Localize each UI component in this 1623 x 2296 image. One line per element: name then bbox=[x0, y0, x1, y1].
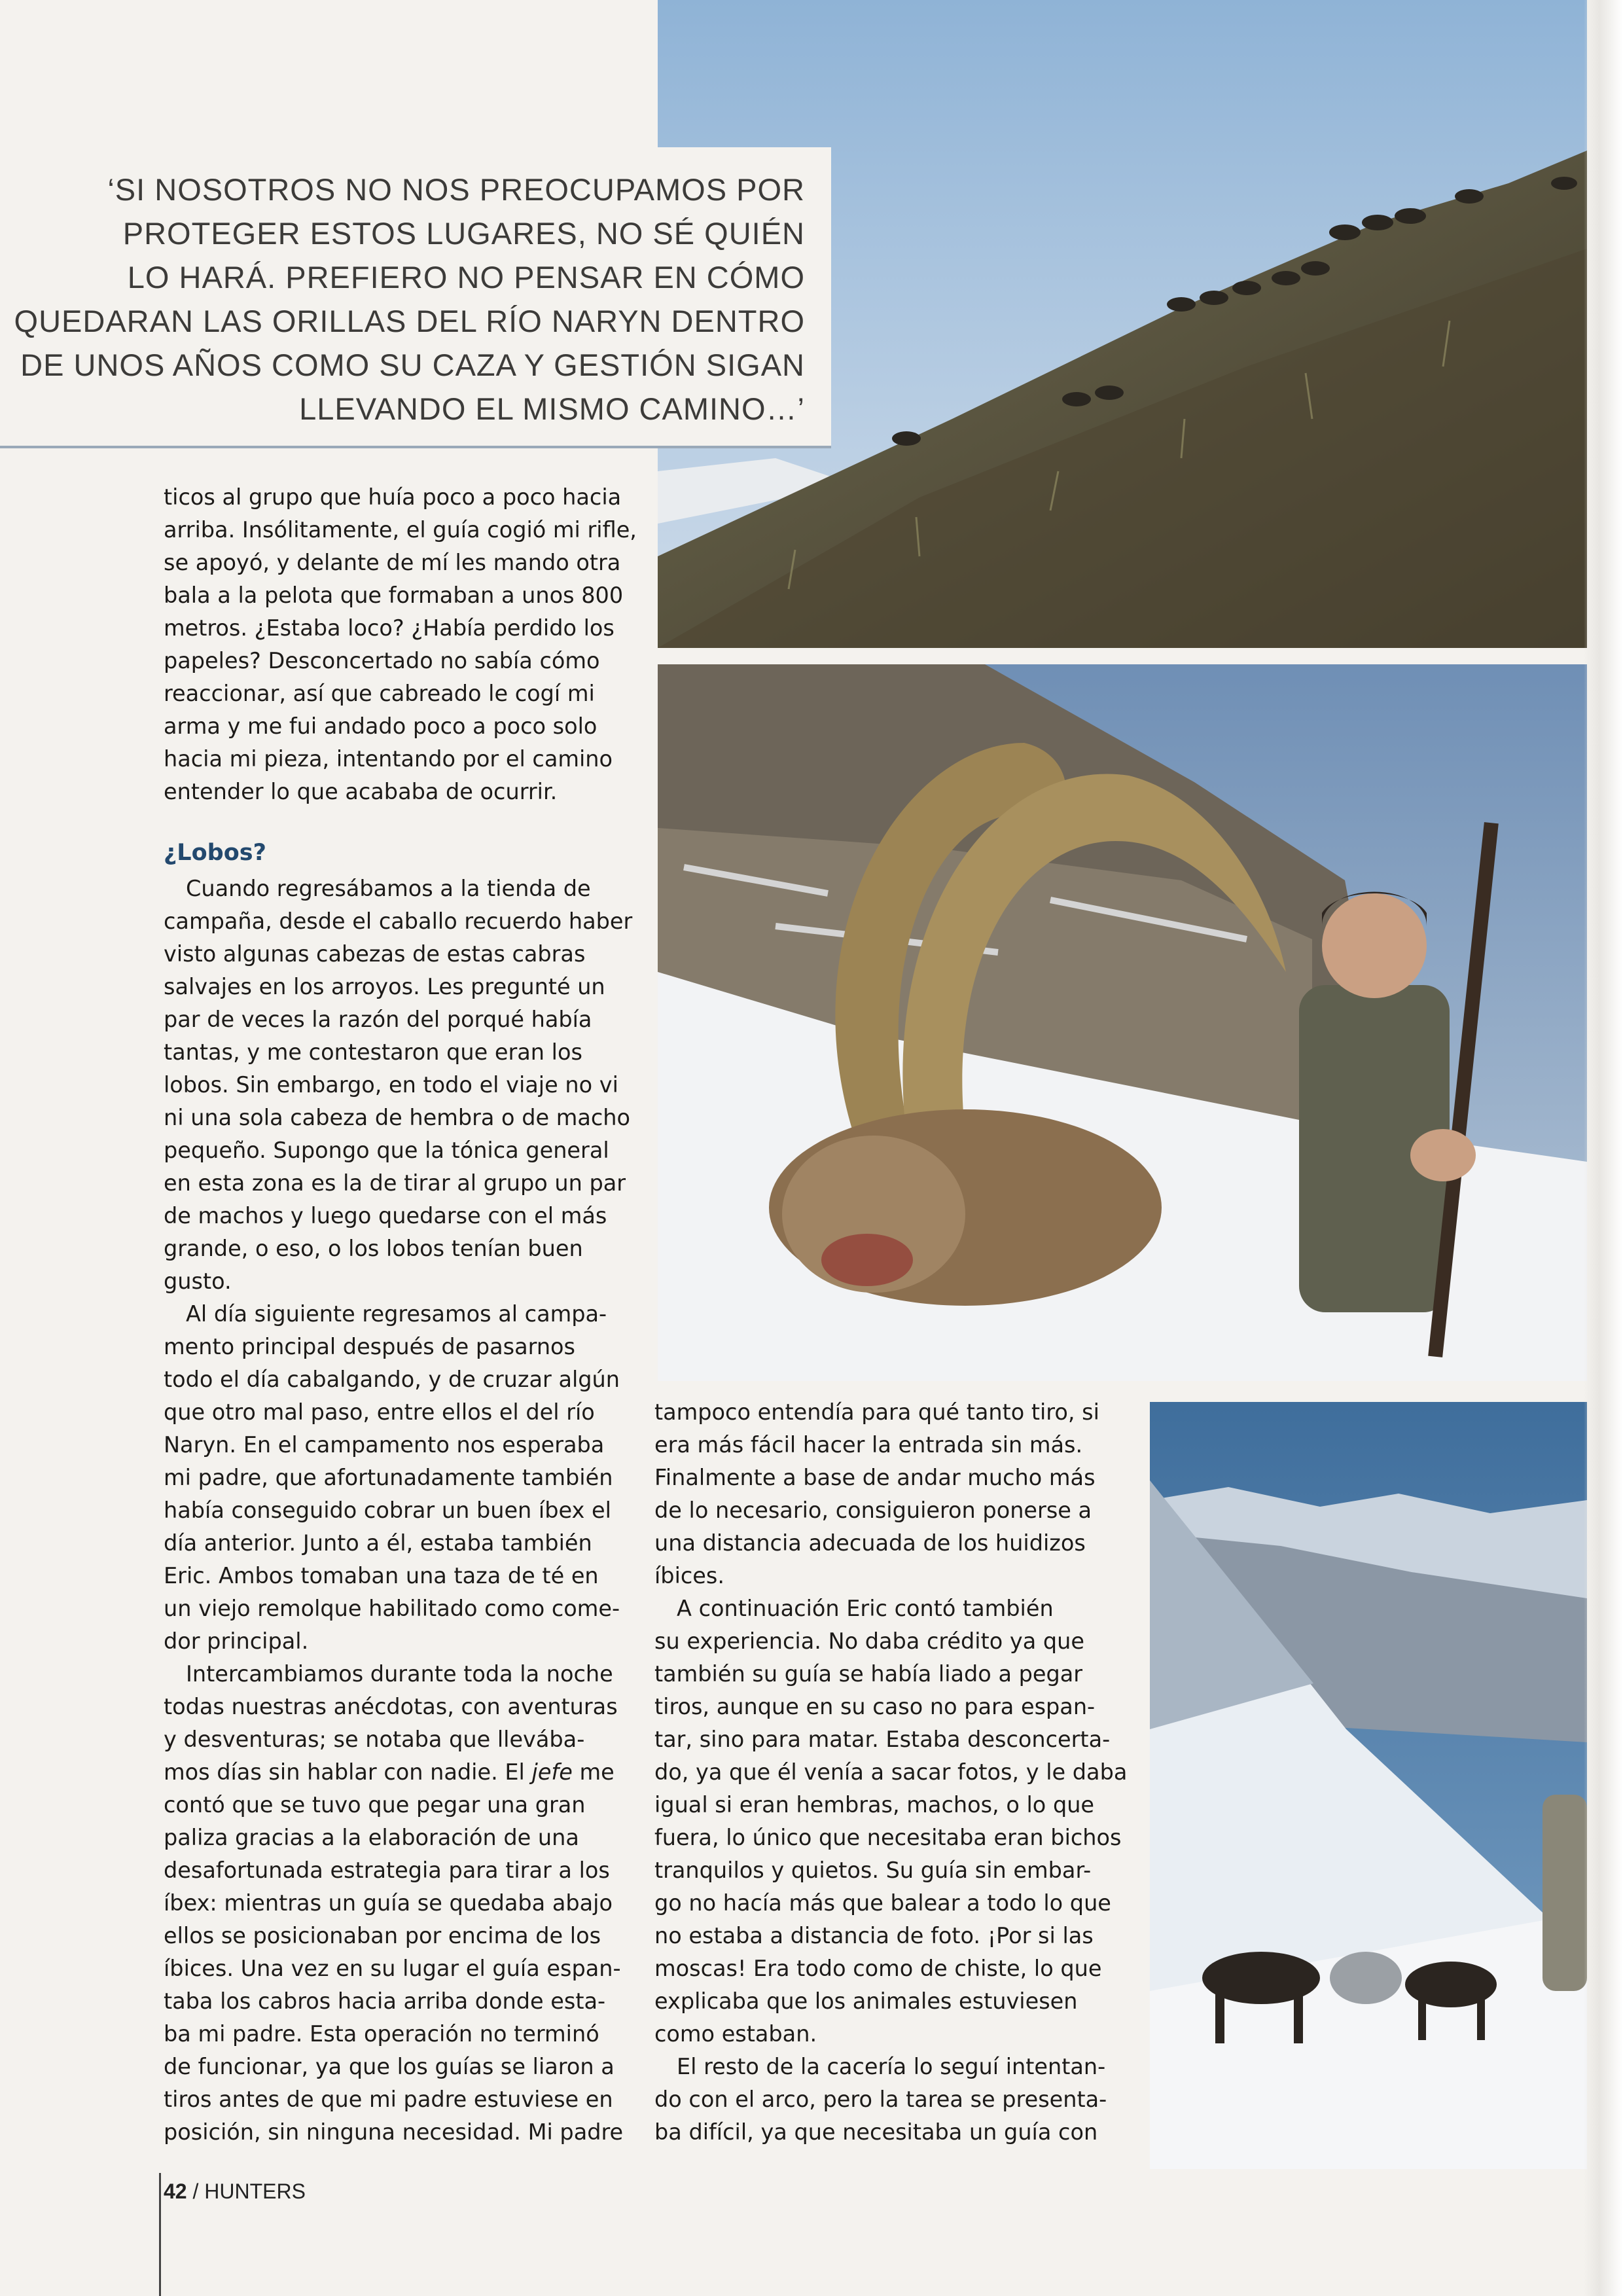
body-text-line: paliza gracias a la elaboración de una bbox=[164, 1825, 579, 1850]
page-edge-shadow bbox=[1584, 0, 1623, 2296]
pull-quote-rule bbox=[0, 446, 831, 448]
body-text-line: ni una sola cabeza de hembra o de macho bbox=[164, 1105, 631, 1130]
body-text-line: hacia mi pieza, intentando por el camino bbox=[164, 746, 613, 772]
body-text-line: Intercambiamos durante toda la noche bbox=[186, 1661, 613, 1687]
body-text-line: todas nuestras anécdotas, con aventuras bbox=[164, 1694, 618, 1719]
body-text-line: dor principal. bbox=[164, 1628, 309, 1654]
body-text-line: y desventuras; se notaba que llevába- bbox=[164, 1727, 585, 1752]
body-text-italic: jefe bbox=[531, 1759, 573, 1785]
body-text-line: papeles? Desconcertado no sabía cómo bbox=[164, 648, 600, 673]
pull-quote-line: DE UNOS AÑOS COMO SU CAZA Y GESTIÓN SIGAN bbox=[20, 348, 805, 382]
body-text-line: ba difícil, ya que necesitaba un guía con bbox=[654, 2119, 1098, 2145]
body-text-line: par de veces la razón del porqué había bbox=[164, 1007, 592, 1032]
body-text-line: ticos al grupo que huía poco a poco hacia bbox=[164, 484, 622, 510]
body-text-line: Cuando regresábamos a la tienda de bbox=[186, 876, 591, 901]
body-text-line: de machos y luego quedarse con el más bbox=[164, 1203, 607, 1229]
page-folio bbox=[164, 2179, 306, 2204]
body-text-line: una distancia adecuada de los huidizos bbox=[654, 1530, 1086, 1556]
pull-quote-line: PROTEGER ESTOS LUGARES, NO SÉ QUIÉN bbox=[122, 216, 805, 251]
body-text-line: entender lo que acababa de ocurrir. bbox=[164, 779, 558, 804]
body-text-line: metros. ¿Estaba loco? ¿Había perdido los bbox=[164, 615, 615, 641]
body-text-line: íbices. bbox=[654, 1563, 725, 1588]
folio-rule bbox=[159, 2173, 161, 2296]
body-text-line: A continuación Eric contó también bbox=[677, 1596, 1054, 1621]
body-text-line: pequeño. Supongo que la tónica general bbox=[164, 1138, 609, 1163]
body-text-line: do con el arco, pero la tarea se presenta- bbox=[654, 2087, 1107, 2112]
photo-pack-horses-snow bbox=[1150, 1402, 1587, 2169]
body-text-line: moscas! Era todo como de chiste, lo que bbox=[654, 1956, 1102, 1981]
body-text-line: ellos se posicionaban por encima de los bbox=[164, 1923, 601, 1948]
section-subheading: ¿Lobos? bbox=[164, 840, 266, 866]
pull-quote-line: ‘SI NOSOTROS NO NOS PREOCUPAMOS POR bbox=[107, 172, 805, 207]
body-text-line: de funcionar, ya que los guías se liaron a bbox=[164, 2054, 615, 2079]
body-text-line: tiros antes de que mi padre estuviese en bbox=[164, 2087, 613, 2112]
body-text-line: mi padre, que afortunadamente también bbox=[164, 1465, 613, 1490]
body-text-line: Al día siguiente regresamos al campa- bbox=[186, 1301, 607, 1327]
body-text-line: había conseguido cobrar un buen íbex el bbox=[164, 1498, 611, 1523]
body-text-line: go no hacía más que balear a todo lo que bbox=[654, 1890, 1111, 1916]
body-text-line: día anterior. Junto a él, estaba también bbox=[164, 1530, 592, 1556]
pull-quote-line: LLEVANDO EL MISMO CAMINO…’ bbox=[299, 391, 805, 426]
body-text-line: Eric. Ambos tomaban una taza de té en bbox=[164, 1563, 599, 1588]
body-text-line: ba mi padre. Esta operación no terminó bbox=[164, 2021, 599, 2047]
body-text-line: visto algunas cabezas de estas cabras bbox=[164, 941, 586, 967]
body-text-line: Naryn. En el campamento nos esperaba bbox=[164, 1432, 605, 1458]
body-text-segment: mos días sin hablar con nadie. El bbox=[164, 1759, 532, 1785]
body-text-line: tantas, y me contestaron que eran los bbox=[164, 1039, 582, 1065]
body-text-line: todo el día cabalgando, y de cruzar algún bbox=[164, 1367, 620, 1392]
body-text-line: se apoyó, y delante de mí les mando otra bbox=[164, 550, 621, 575]
body-text-line: igual si eran hembras, machos, o lo que bbox=[654, 1792, 1095, 1818]
magazine-name: HUNTERS bbox=[204, 2179, 306, 2203]
body-text-line: posición, sin ninguna necesidad. Mi padre bbox=[164, 2119, 624, 2145]
body-text-line: do, ya que él venía a sacar fotos, y le daba bbox=[654, 1759, 1128, 1785]
folio-separator: / bbox=[192, 2179, 199, 2203]
body-text-line: El resto de la cacería lo seguí intentan- bbox=[677, 2054, 1106, 2079]
body-text-line: íbices. Una vez en su lugar el guía espan- bbox=[164, 1956, 621, 1981]
body-text-line: reaccionar, así que cabreado le cogí mi bbox=[164, 681, 595, 706]
body-text-line: campaña, desde el caballo recuerdo haber bbox=[164, 908, 633, 934]
body-text-line bbox=[164, 1759, 615, 1785]
pull-quote-line: LO HARÁ. PREFIERO NO PENSAR EN CÓMO bbox=[127, 260, 805, 295]
body-text-line: desafortunada estrategia para tirar a los bbox=[164, 1857, 610, 1883]
body-text-line: su experiencia. No daba crédito ya que bbox=[654, 1628, 1084, 1654]
body-text-line: un viejo remolque habilitado como come- bbox=[164, 1596, 620, 1621]
body-text-line: salvajes en los arroyos. Les pregunté un bbox=[164, 974, 605, 999]
photo-hunter-with-ibex bbox=[658, 664, 1587, 1381]
body-text-line: tar, sino para matar. Estaba desconcerta- bbox=[654, 1727, 1111, 1752]
body-text-line: gusto. bbox=[164, 1268, 232, 1294]
body-text-line: arma y me fui andado poco a poco solo bbox=[164, 713, 597, 739]
body-text-line: Finalmente a base de andar mucho más bbox=[654, 1465, 1096, 1490]
body-text-line: en esta zona es la de tirar al grupo un par bbox=[164, 1170, 626, 1196]
page-number: 42 bbox=[164, 2179, 187, 2203]
body-text-line: explicaba que los animales estuviesen bbox=[654, 1988, 1078, 2014]
body-text-line: taba los cabros hacia arriba donde esta- bbox=[164, 1988, 606, 2014]
body-text-line: que otro mal paso, entre ellos el del río bbox=[164, 1399, 595, 1425]
body-text-line: era más fácil hacer la entrada sin más. bbox=[654, 1432, 1083, 1458]
body-text-line: arriba. Insólitamente, el guía cogió mi rifle, bbox=[164, 517, 637, 543]
body-text-line: tiros, aunque en su caso no para espan- bbox=[654, 1694, 1096, 1719]
body-text-line: bala a la pelota que formaban a unos 800 bbox=[164, 583, 624, 608]
body-text-line: mento principal después de pasarnos bbox=[164, 1334, 576, 1359]
body-text-line: como estaban. bbox=[654, 2021, 817, 2047]
body-text-line: lobos. Sin embargo, en todo el viaje no vi bbox=[164, 1072, 618, 1098]
body-text-segment: me bbox=[572, 1759, 615, 1785]
body-text-line: contó que se tuvo que pegar una gran bbox=[164, 1792, 586, 1818]
body-text-line: grande, o eso, o los lobos tenían buen bbox=[164, 1236, 583, 1261]
body-text-line: íbex: mientras un guía se quedaba abajo bbox=[164, 1890, 613, 1916]
body-text-line: también su guía se había liado a pegar bbox=[654, 1661, 1083, 1687]
body-text-line: fuera, lo único que necesitaba eran bichos bbox=[654, 1825, 1122, 1850]
body-text-line: no estaba a distancia de foto. ¡Por si las bbox=[654, 1923, 1094, 1948]
body-text-line: tampoco entendía para qué tanto tiro, si bbox=[654, 1399, 1099, 1425]
body-text-line: tranquilos y quietos. Su guía sin embar- bbox=[654, 1857, 1092, 1883]
body-text-line: de lo necesario, consiguieron ponerse a bbox=[654, 1498, 1092, 1523]
pull-quote-line: QUEDARAN LAS ORILLAS DEL RÍO NARYN DENTRO bbox=[14, 304, 805, 338]
